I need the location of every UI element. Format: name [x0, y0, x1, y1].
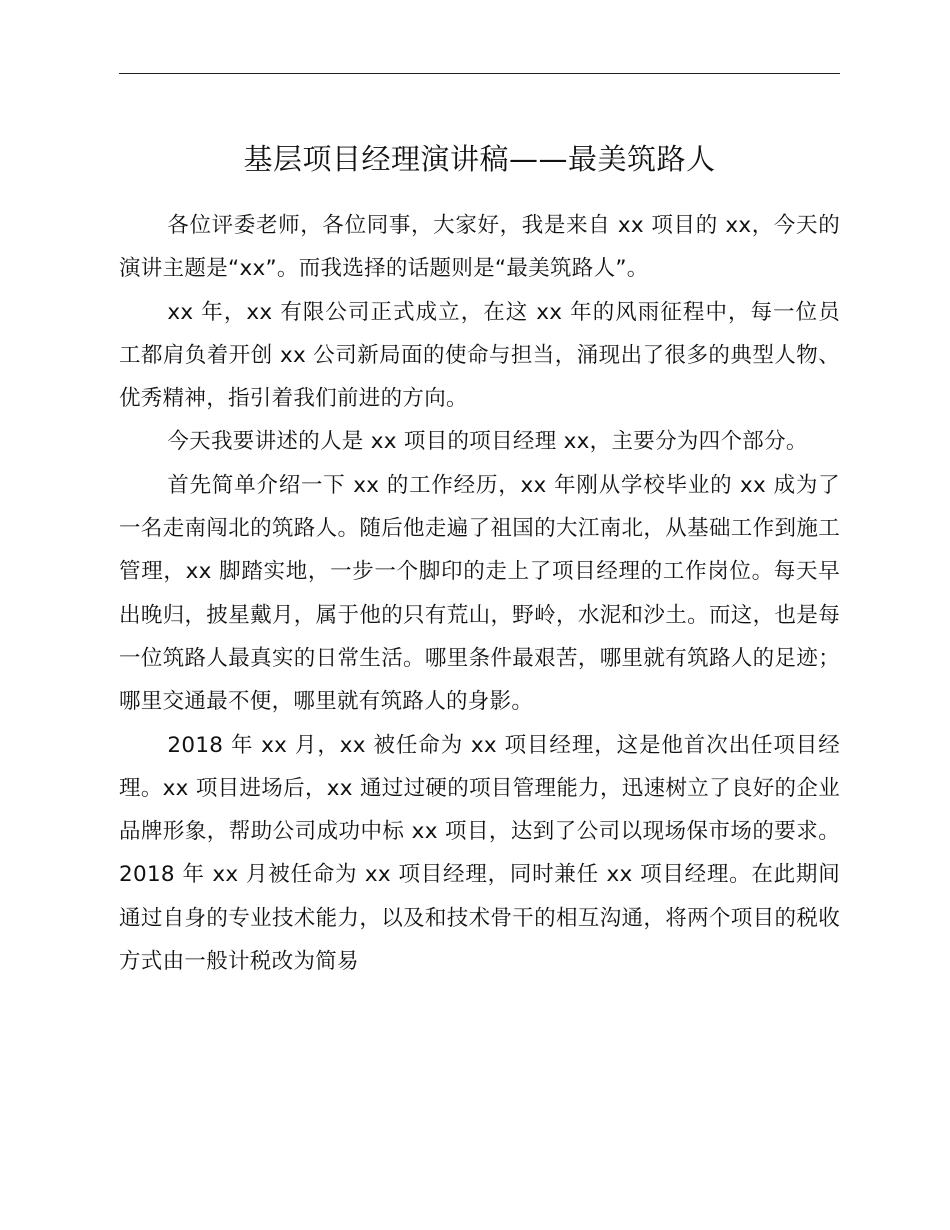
- paragraph-work-experience: 首先简单介绍一下 xx 的工作经历，xx 年刚从学校毕业的 xx 成为了一名走南闯北的筑路人。随后他走遍了祖国的大江南北，从基础工作到施工管理，xx 脚踏实地，一步一个脚印的走上了项目经理的工作岗位。每天早出晚归，披星戴月，属于他的只有荒山，野岭，水泥和沙土。而这，也是每一位筑路人最真实的日常生活。哪里条件最艰苦，哪里就有筑路人的足迹；哪里交通最不便，哪里就有筑路人的身影。: [119, 472, 840, 715]
- document-title: 基层项目经理演讲稿——最美筑路人: [243, 142, 716, 176]
- document-body: [119, 204, 840, 983]
- header-rule: [119, 73, 840, 74]
- paragraph-company-history: xx 年，xx 有限公司正式成立，在这 xx 年的风雨征程中，每一位员工都肩负着开创 xx 公司新局面的使命与担当，涌现出了很多的典型人物、优秀精神，指引着我们前进的方向。: [119, 299, 840, 412]
- paragraph-greeting: 各位评委老师，各位同事，大家好，我是来自 xx 项目的 xx，今天的演讲主题是“xx”。而我选择的话题则是“最美筑路人”。: [119, 213, 840, 282]
- paragraph-topic-intro: 今天我要讲述的人是 xx 项目的项目经理 xx，主要分为四个部分。: [167, 429, 808, 455]
- paragraph-project-manager: 2018 年 xx 月，xx 被任命为 xx 项目经理，这是他首次出任项目经理。xx 项目进场后，xx 通过过硬的项目管理能力，迅速树立了良好的企业品牌形象，帮助公司成功中标 xx 项目，达到了公司以现场保市场的要求。2018 年 xx 月被任命为 xx 项目经理，同时兼任 xx 项目经理。在此期间通过自身的专业技术能力，以及和技术骨干的相互沟通，将两个项目的税收方式由一般计税改为简易: [119, 732, 840, 975]
